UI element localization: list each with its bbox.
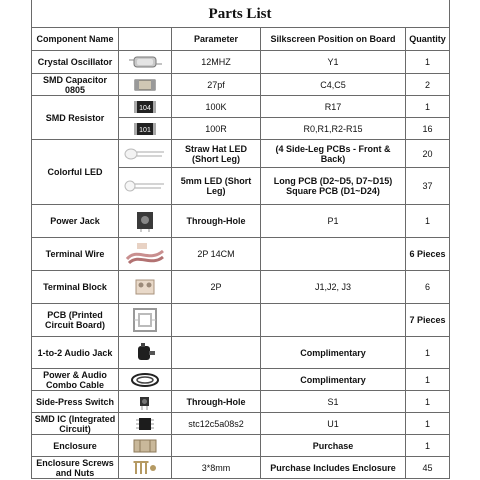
header-row: [32, 28, 450, 51]
smd-resistor-picture: [119, 96, 172, 118]
quantity-cell: 1: [406, 337, 450, 369]
quantity-cell: 1: [406, 96, 450, 118]
crystal-oscillator-picture: [119, 51, 172, 74]
header-component: Component Name: [32, 28, 119, 51]
smd-capacitor-picture: [119, 74, 172, 96]
position-cell: S1: [261, 391, 406, 413]
parameter-cell: 12MHZ: [172, 51, 261, 74]
component-name: SMD IC (Integrated Circuit): [32, 413, 119, 435]
table-row: [32, 51, 450, 74]
smd-ic-picture: [119, 413, 172, 435]
five-mm-led-picture: [119, 168, 172, 205]
header-parameter: Parameter: [172, 28, 261, 51]
position-cell: Complimentary: [261, 337, 406, 369]
parameter-cell: Through-Hole: [172, 205, 261, 238]
terminal-wire-picture: [119, 238, 172, 271]
quantity-cell: 37: [406, 168, 450, 205]
straw-hat-led-picture: [119, 140, 172, 168]
position-cell: [261, 238, 406, 271]
component-name: Power Jack: [32, 205, 119, 238]
enclosure-picture: [119, 435, 172, 457]
quantity-cell: 6 Pieces: [406, 238, 450, 271]
quantity-cell: 20: [406, 140, 450, 168]
pcb-picture: [119, 304, 172, 337]
combo-cable-picture: [119, 369, 172, 391]
power-jack-picture: [119, 205, 172, 238]
table-row: [32, 369, 450, 391]
position-cell: R0,R1,R2-R15: [261, 118, 406, 140]
component-name: SMD Capacitor 0805: [32, 74, 119, 96]
component-name: Power & Audio Combo Cable: [32, 369, 119, 391]
header-picture: [119, 28, 172, 51]
position-cell: R17: [261, 96, 406, 118]
table-row: [32, 205, 450, 238]
resistor-code-label: 104: [139, 104, 151, 112]
table-row: [32, 413, 450, 435]
quantity-cell: 1: [406, 369, 450, 391]
page-title: Parts List: [208, 6, 272, 22]
parts-table: [31, 27, 450, 479]
position-cell: [261, 304, 406, 337]
component-name: Side-Press Switch: [32, 391, 119, 413]
quantity-cell: 1: [406, 391, 450, 413]
header-quantity: Quantity: [406, 28, 450, 51]
component-name: PCB (Printed Circuit Board): [32, 304, 119, 337]
quantity-cell: 16: [406, 118, 450, 140]
position-cell: J1,J2, J3: [261, 271, 406, 304]
table-row: [32, 96, 450, 118]
parameter-cell: 5mm LED (Short Leg): [172, 168, 261, 205]
position-cell: Long PCB (D2~D5, D7~D15) Square PCB (D1~D24): [261, 168, 406, 205]
quantity-cell: 2: [406, 74, 450, 96]
table-row: [32, 304, 450, 337]
position-cell: Purchase Includes Enclosure: [261, 457, 406, 479]
parameter-cell: 100R: [172, 118, 261, 140]
table-row: [32, 435, 450, 457]
table-row: [32, 457, 450, 479]
parameter-cell: [172, 369, 261, 391]
header-position: Silkscreen Position on Board: [261, 28, 406, 51]
component-name: Enclosure Screws and Nuts: [32, 457, 119, 479]
quantity-cell: 7 Pieces: [406, 304, 450, 337]
quantity-cell: 1: [406, 435, 450, 457]
position-cell: C4,C5: [261, 74, 406, 96]
parameter-cell: stc12c5a08s2: [172, 413, 261, 435]
parameter-cell: [172, 304, 261, 337]
resistor-code-label: 101: [139, 126, 151, 134]
terminal-block-picture: [119, 271, 172, 304]
parameter-cell: Through-Hole: [172, 391, 261, 413]
component-name: SMD Resistor: [32, 96, 119, 140]
position-cell: Y1: [261, 51, 406, 74]
position-cell: Purchase: [261, 435, 406, 457]
quantity-cell: 1: [406, 51, 450, 74]
quantity-cell: 1: [406, 413, 450, 435]
component-name: 1-to-2 Audio Jack: [32, 337, 119, 369]
component-name: Terminal Block: [32, 271, 119, 304]
position-cell: U1: [261, 413, 406, 435]
table-row: [32, 391, 450, 413]
smd-resistor-picture: [119, 118, 172, 140]
table-row: [32, 238, 450, 271]
table-row: [32, 337, 450, 369]
parameter-cell: 2P: [172, 271, 261, 304]
audio-jack-picture: [119, 337, 172, 369]
parameter-cell: 27pf: [172, 74, 261, 96]
position-cell: Complimentary: [261, 369, 406, 391]
quantity-cell: 6: [406, 271, 450, 304]
screws-and-nuts-picture: [119, 457, 172, 479]
component-name: Enclosure: [32, 435, 119, 457]
parameter-cell: [172, 337, 261, 369]
component-name: Colorful LED: [32, 140, 119, 205]
position-cell: P1: [261, 205, 406, 238]
table-row: [32, 271, 450, 304]
parameter-cell: [172, 435, 261, 457]
table-row: [32, 140, 450, 168]
parameter-cell: 3*8mm: [172, 457, 261, 479]
parameter-cell: 2P 14CM: [172, 238, 261, 271]
component-name: Crystal Oscillator: [32, 51, 119, 74]
parameter-cell: Straw Hat LED (Short Leg): [172, 140, 261, 168]
position-cell: (4 Side-Leg PCBs - Front & Back): [261, 140, 406, 168]
quantity-cell: 1: [406, 205, 450, 238]
parameter-cell: 100K: [172, 96, 261, 118]
table-row: [32, 74, 450, 96]
quantity-cell: 45: [406, 457, 450, 479]
component-name: Terminal Wire: [32, 238, 119, 271]
side-press-switch-picture: [119, 391, 172, 413]
